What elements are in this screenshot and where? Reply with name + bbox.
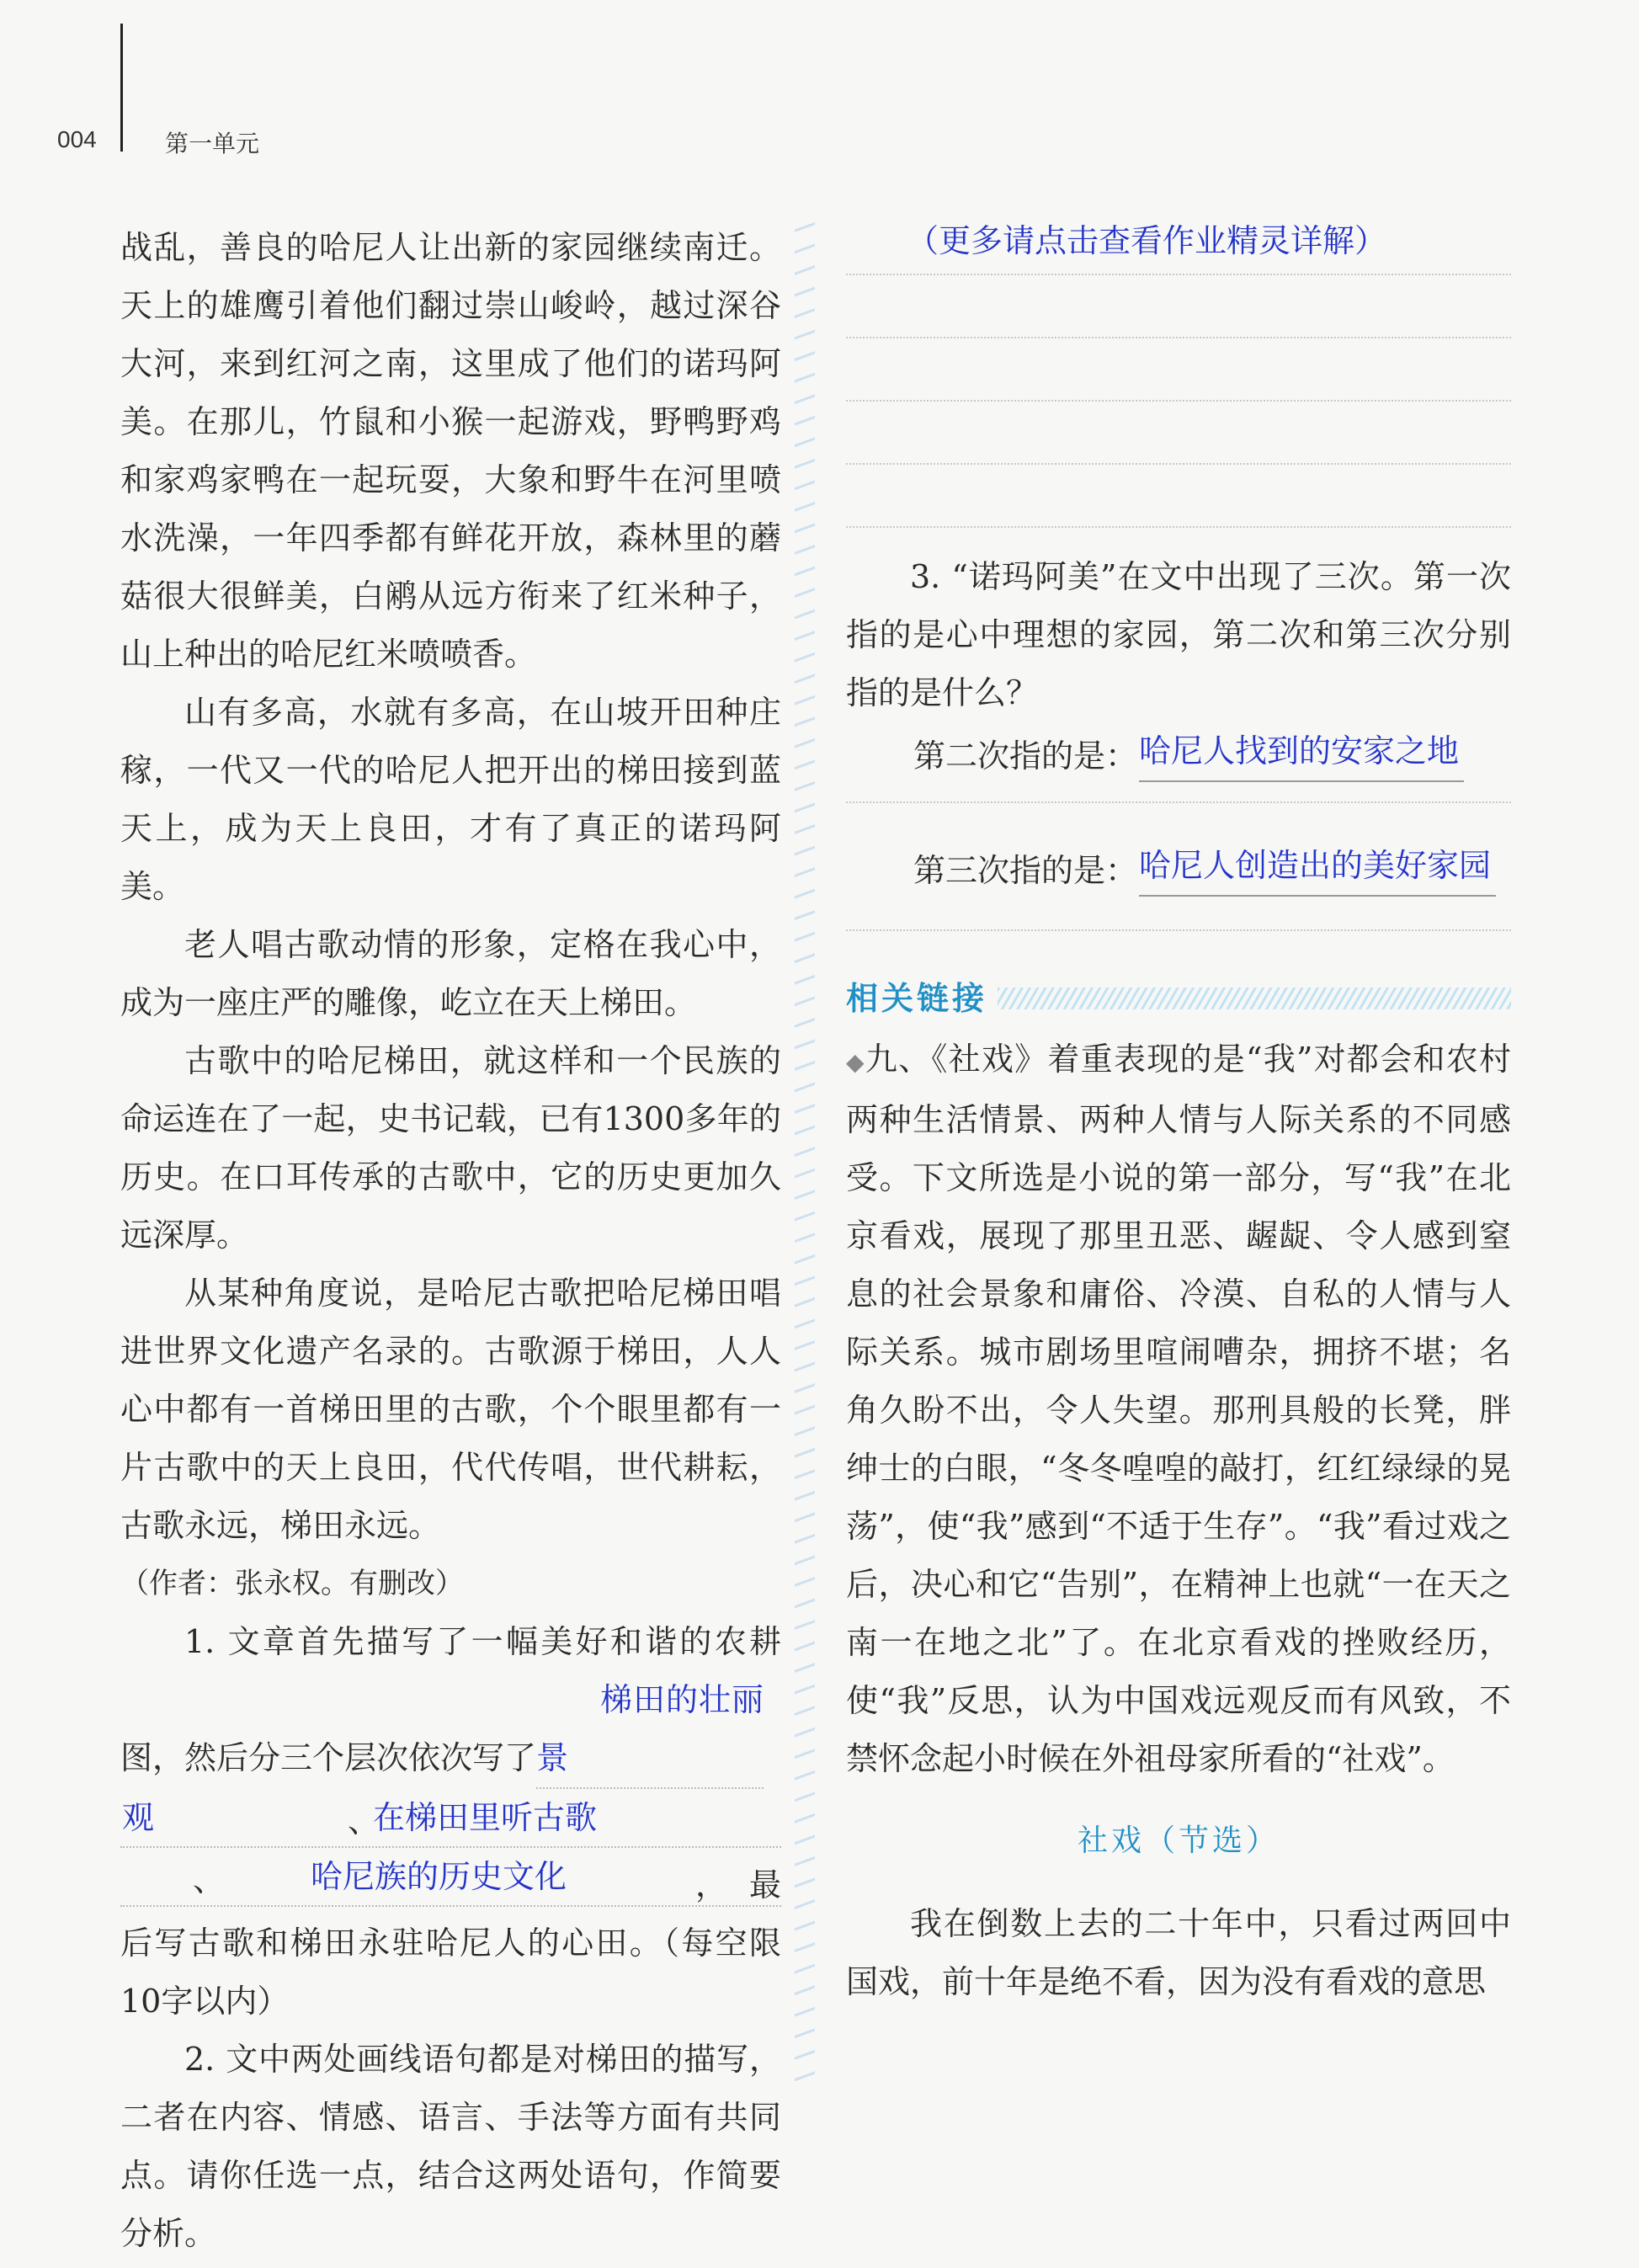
section-header xyxy=(846,973,1511,1024)
answer-rule-3 xyxy=(846,402,1511,465)
excerpt-title: 社戏（节选） xyxy=(1077,1823,1280,1858)
paragraph-3: 老人唱古歌动情的形象，定格在我心中，成为一座庄严的雕像，屹立在天上梯田。 xyxy=(120,926,781,1021)
paragraph-5: 从某种角度说，是哈尼古歌把哈尼梯田唱进世界文化遗产名录的。古歌源于梯田，人人心中都有一首梯田里的古歌，个个眼里都有一片古歌中的天上良田，代代传唱，世代耕耘，古歌永远，梯田永远。 xyxy=(120,1275,781,1544)
answer-3: 哈尼族的历史文化 xyxy=(311,1858,567,1895)
q3-second-label: 第二次指的是： xyxy=(913,737,1138,775)
paragraph-4: 古歌中的哈尼梯田，就这样和一个民族的命运连在了一起，史书记载，已有1300多年的历史。在口耳传承的古歌中，它的历史更加久远深厚。 xyxy=(120,1042,781,1254)
answer-rule-2 xyxy=(846,338,1511,402)
answer-rule-6 xyxy=(846,896,1511,931)
question-1-tail: ，最后写古歌和梯田永驻哈尼人的心田。（每空限10字以内） xyxy=(120,1866,781,2020)
question-1-text: 1. 文章首先描写了一幅美好和谐的农耕图，然后分三个层次依次写了 xyxy=(120,1623,781,1776)
link-text: 九、《社戏》着重表现的是“我”对都会和农村两种生活情景、两种人情与人际关系的不同感受。下文所选是小说的第一部分，写“我”在北京看戏，展现了那里丑恶、龌龊、令人感到窒息的社会景象和庸俗、冷漠、自私的人情与人际关系。城市剧场里喧闹嘈杂，拥挤不堪；名角久盼不出，令人失望。那刑具般的长凳，胖绅士的白眼，“冬冬喤喤的敲打，红红绿绿的晃荡”，使“我”感到“不适于生存”。“我”看过戏之后，决心和它“告别”，在精神上也就“一在天之南一在地之北”了。在北京看戏的挫败经历，使“我”反思，认为中国戏远观反而有风致，不禁怀念起小时候在外祖母家所看的“社戏”。 xyxy=(846,1041,1511,1777)
answer-1b: 观 xyxy=(122,1799,155,1836)
right-column xyxy=(846,212,1511,2011)
author-note: （作者：张永权。有删改） xyxy=(120,1567,464,1600)
answer-2: 在梯田里听古歌 xyxy=(373,1799,598,1836)
q3-second-row xyxy=(846,722,1511,781)
left-column xyxy=(120,219,781,2263)
column-divider xyxy=(795,221,815,2090)
answer-line-2 xyxy=(120,1848,781,1907)
more-link-line xyxy=(846,212,1511,275)
q3-second-answer: 哈尼人找到的安家之地 xyxy=(1139,722,1464,782)
header-rule xyxy=(120,24,123,152)
paragraph-2: 山有多高，水就有多高，在山坡开田种庄稼，一代又一代的哈尼人把开出的梯田接到蓝天上，成为天上良田，才有了真正的诺玛阿美。 xyxy=(120,694,781,905)
section-title: 相关链接 xyxy=(846,979,988,1017)
unit-title: 第一单元 xyxy=(165,130,260,157)
answer-rule-5 xyxy=(846,781,1511,803)
separator-1: 、 xyxy=(348,1802,380,1839)
question-3: 3. “诺玛阿美”在文中出现了三次。第一次指的是心中理想的家园，第二次和第三次分别指的是什么？ xyxy=(846,558,1511,711)
question-1 xyxy=(120,1613,781,1789)
answer-rule-4 xyxy=(846,465,1511,528)
q3-third-answer: 哈尼人创造出的美好家园 xyxy=(1139,837,1496,897)
question-2: 2. 文中两处画线语句都是对梯田的描写，二者在内容、情感、语言、手法等方面有共同点。请你任选一点，结合这两处语句，作简要分析。 xyxy=(120,2041,781,2252)
paragraph-1: 战乱，善良的哈尼人让出新的家园继续南迁。天上的雄鹰引着他们翻过崇山峻岭，越过深谷大河，来到红河之南，这里成了他们的诺玛阿美。在那儿，竹鼠和小猴一起游戏，野鸭野鸡和家鸡家鸭在一起玩耍，大象和野牛在河里喷水洗澡，一年四季都有鲜花开放，森林里的蘑菇很大很鲜美，白鹇从远方衔来了红米种子，山上种出的哈尼红米喷喷香。 xyxy=(120,229,781,673)
diamond-icon: ◆ xyxy=(846,1048,865,1076)
q3-third-row xyxy=(846,837,1511,896)
page-number: 004 xyxy=(57,126,97,152)
answer-rule-1 xyxy=(846,275,1511,338)
link-paragraph xyxy=(846,1030,1511,1788)
answer-line-1 xyxy=(120,1789,781,1848)
answer-1a: 梯田的壮丽景 xyxy=(536,1671,764,1789)
excerpt-text: 我在倒数上去的二十年中，只看过两回中国戏，前十年是绝不看，因为没有看戏的意思 xyxy=(846,1905,1511,2000)
more-link[interactable]: （更多请点击查看作业精灵详解） xyxy=(907,222,1387,259)
section-hatch xyxy=(998,988,1511,1009)
separator-2: 、 xyxy=(193,1861,226,1898)
q3-third-label: 第三次指的是： xyxy=(913,852,1138,889)
